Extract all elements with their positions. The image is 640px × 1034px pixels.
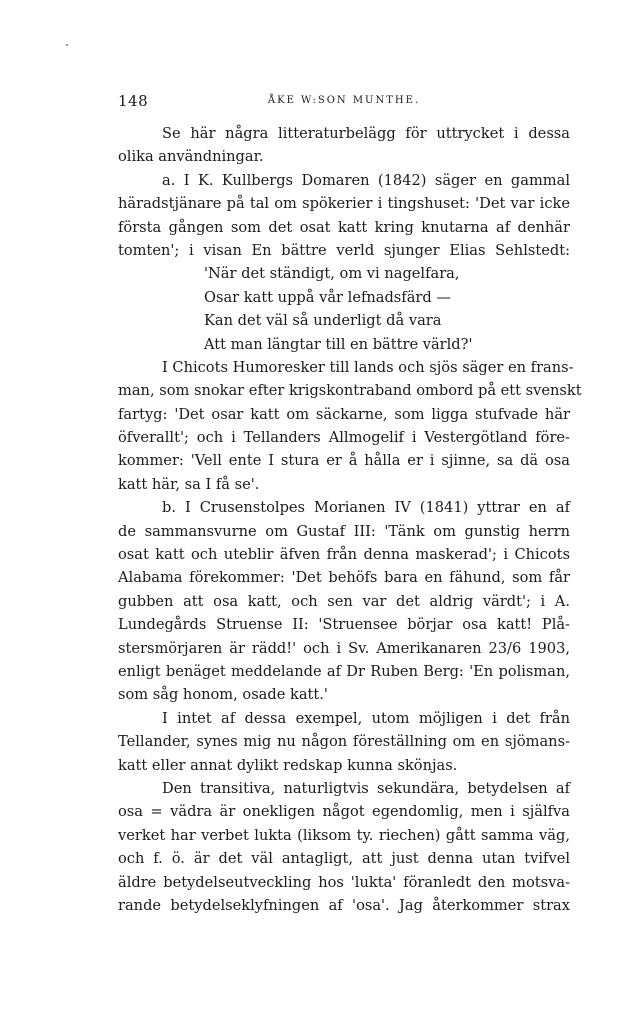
text-line: katt här, sa I få se'. [118,475,260,493]
text-line: kommer: 'Vell ente I stura er å hålla er i sjinne, sa dä osa [118,452,570,470]
text-line: häradstjänare på tal om spökerier i tingshuset: 'Det var icke [118,195,570,213]
text-line: Se här några litteraturbelägg för uttrycket i dessa [162,125,570,142]
text-line: fartyg: 'Det osar katt om säckarne, som ligga stufvade här [118,405,570,423]
text-line: a. I K. Kullbergs Domaren (1842) säger en gammal [162,171,570,189]
text-line: gubben att osa katt, och sen var det aldrig värdt'; i A. [118,592,570,610]
text-line: första gången som det osat katt kring knutarna af denhär [118,218,570,236]
text-line: osat katt och uteblir äfven från denna maskerad'; i Chicots [118,546,570,564]
text-line: öfverallt'; och i Tellanders Allmogelif i Vestergötland före- [118,429,570,447]
text-line: Tellander, synes mig nu någon föreställning om en sjömans- [118,733,570,751]
text-line: verket har verbet lukta (liksom ty. riechen) gått samma väg, [118,826,570,844]
text-line: b. I Crusenstolpes Morianen IV (1841) yttrar en af [162,499,570,517]
verse-line: 'När det ständigt, om vi nagelfara, [204,265,460,283]
body-text [118,122,582,917]
text-line: och f. ö. är det väl antagligt, att just denna utan tvifvel [118,850,570,868]
text-line: de sammansvurne om Gustaf III: 'Tänk om gunstig herrn [118,522,570,540]
verse-line: Kan det väl så underligt då vara [204,312,442,330]
text-line: osa = vädra är onekligen något egendomlig, men i själfva [118,803,570,821]
text-line: äldre betydelseutveckling hos 'lukta' föranledt den motsva- [118,873,570,891]
text-line: I intet af dessa exempel, utom möjligen i det från [162,709,570,727]
text-line: katt eller annat dylikt redskap kunna skönjas. [118,756,458,774]
text-line: man, som snokar efter krigskontraband ombord på ett svenskt [118,382,582,400]
text-line: olika användningar. [118,148,264,166]
text-line: Den transitiva, naturligtvis sekundära, betydelsen af [162,779,570,797]
page-number: 148 [118,92,149,110]
running-head: ÅKE W:SON MUNTHE. [267,95,421,106]
text-line: Lundegårds Struense II: 'Struensee börjar osa katt! Plå- [118,616,570,634]
text-line: tomten'; i visan En bättre verld sjunger Elias Sehlstedt: [118,241,570,259]
text-line: enligt benäget meddelande af Dr Ruben Berg: 'En polisman, [118,662,570,680]
text-line: stersmörjaren är rädd!' och i Sv. Amerikanaren 23/6 1903, [118,639,570,657]
verse-line: Att man längtar till en bättre värld?' [204,335,473,353]
text-line: Alabama förekommer: 'Det behöfs bara en fähund, som får [118,569,570,587]
text-line: som såg honom, osade katt.' [118,686,328,704]
scan-speck [66,44,68,46]
text-line: rande betydelseklyfningen af 'osa'. Jag återkommer strax [118,896,570,914]
verse-line: Osar katt uppå vår lefnadsfärd — [204,288,451,306]
page-header [118,92,570,112]
text-line: I Chicots Humoresker till lands och sjös säger en frans- [162,358,574,376]
